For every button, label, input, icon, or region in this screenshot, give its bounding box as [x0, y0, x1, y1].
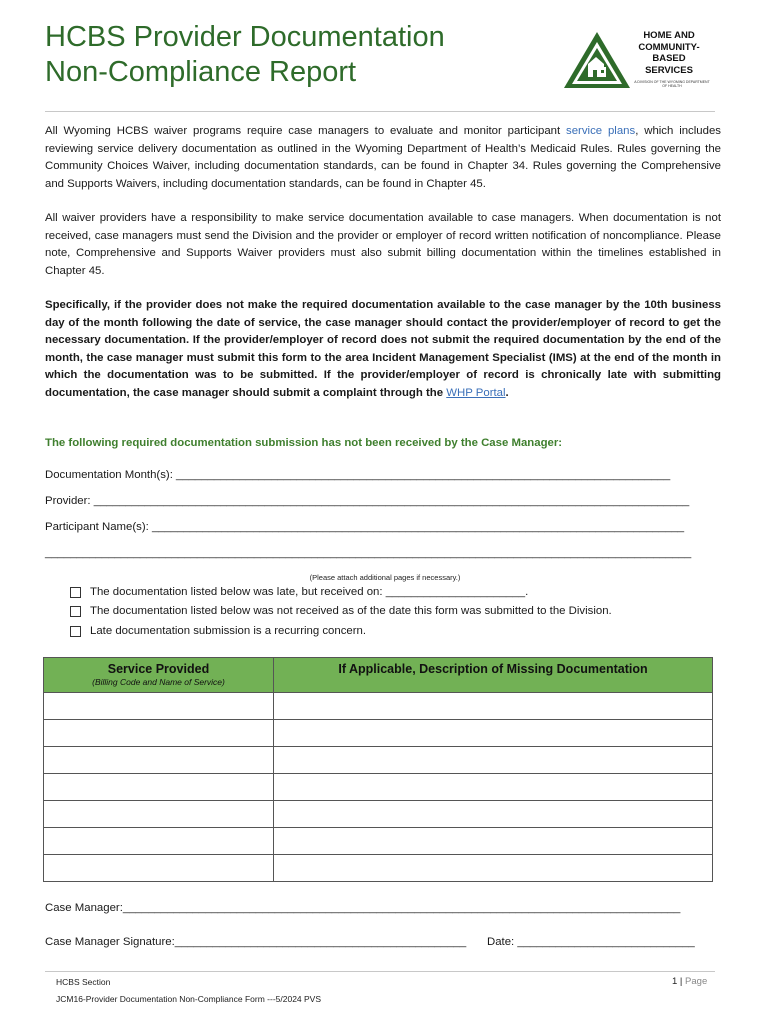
logo-wordmark: HOME AND COMMUNITY- BASED SERVICES — [638, 30, 700, 76]
logo-subtext: A DIVISION OF THE WYOMING DEPARTMENT OF HEALTH — [634, 80, 710, 88]
footer-divider — [45, 971, 715, 972]
documentation-months-field[interactable]: Documentation Month(s): ______________________________________________________________________________ — [45, 469, 671, 481]
responsibility-paragraph: All waiver providers have a responsibility to make service documentation available to case managers. When documentation is not received, case managers must send the Division and the provider or employer of record written notification of noncompliance. Please note, Comprehensive and Supports Waiver providers must also submit billing documentation within the timelines established in Chapter 45. — [45, 212, 721, 277]
title-line-2: Non-Compliance Report — [45, 56, 357, 88]
hcbs-logo — [562, 30, 710, 92]
page-title — [45, 20, 445, 90]
late-received-label: The documentation listed below was late, but received on: ______________________. — [90, 586, 529, 598]
title-line-1: HCBS Provider Documentation — [45, 21, 445, 53]
checkbox-row-late — [70, 586, 528, 598]
section-heading: The following required documentation submission has not been received by the Case Manager: — [45, 437, 563, 449]
specific-paragraph: Specifically, if the provider does not make the required documentation available to the case manager by the 10th business day of the month following the date of service, the case manager should contact the provider/employer of record to get the necessary documentation. If the provider/employer of record does not submit the required documentation by the end of the month, the case manager must submit this form to the area Incident Management Specialist (IMS) at the end of the month in which the documentation was to be submitted. If the provider/employer of record is chronically late with submitting documentation, the case manager should submit a complaint through the WHP Portal. — [45, 299, 721, 399]
participant-names-field[interactable]: Participant Name(s): ____________________________________________________________________________________ — [45, 521, 685, 533]
service-cell[interactable] — [44, 774, 274, 801]
provider-field[interactable]: Provider: ______________________________________________________________________________________________ — [45, 495, 690, 507]
table-row — [44, 720, 713, 747]
missing-documentation-table — [43, 657, 713, 882]
recurring-concern-checkbox[interactable] — [70, 626, 81, 637]
service-cell[interactable] — [44, 855, 274, 882]
description-cell[interactable] — [274, 801, 713, 828]
description-cell[interactable] — [274, 855, 713, 882]
header-divider — [45, 111, 715, 112]
not-received-checkbox[interactable] — [70, 606, 81, 617]
missing-description-header: If Applicable, Description of Missing Documentation — [274, 658, 713, 693]
checkbox-row-recurring — [70, 625, 366, 637]
not-received-label: The documentation listed below was not received as of the date this form was submitted to the Division. — [90, 605, 612, 617]
description-cell[interactable] — [274, 828, 713, 855]
service-plans-link[interactable]: service plans — [566, 125, 636, 137]
table-row — [44, 693, 713, 720]
recurring-concern-label: Late documentation submission is a recurring concern. — [90, 625, 367, 637]
service-cell[interactable] — [44, 801, 274, 828]
house-triangle-icon — [562, 30, 632, 92]
whp-portal-link[interactable]: WHP Portal — [446, 386, 506, 399]
footer-section: HCBS Section — [56, 977, 111, 987]
description-cell[interactable] — [274, 774, 713, 801]
participant-names-continued-field[interactable]: ______________________________________________________________________________________________________ — [45, 547, 692, 559]
table-row — [44, 855, 713, 882]
table-header-row — [44, 658, 713, 693]
footer-form-id: JCM16-Provider Documentation Non-Compliance Form ---5/2024 PVS — [56, 994, 322, 1004]
table-row — [44, 774, 713, 801]
intro-paragraph: All Wyoming HCBS waiver programs require case managers to evaluate and monitor participant service plans, which includes reviewing service delivery documentation as outlined in the Wyoming Department of Health’s Medicaid Rules. Rules governing the Community Choices Waiver, including documentation standards, can be found in Chapter 34. Rules governing the Comprehensive and Supports Waivers, including documentation standards, can be found in Chapter 45. — [45, 125, 721, 190]
page-number: 1 | Page — [672, 976, 708, 987]
table-row — [44, 747, 713, 774]
service-cell[interactable] — [44, 720, 274, 747]
attach-pages-note: (Please attach additional pages if necessary.) — [309, 573, 461, 582]
service-cell[interactable] — [44, 747, 274, 774]
date-field[interactable]: Date: ____________________________ — [487, 936, 695, 948]
service-cell[interactable] — [44, 693, 274, 720]
description-cell[interactable] — [274, 720, 713, 747]
service-provided-header: Service Provided (Billing Code and Name of Service) — [44, 658, 274, 693]
service-cell[interactable] — [44, 828, 274, 855]
table-row — [44, 801, 713, 828]
description-cell[interactable] — [274, 747, 713, 774]
case-manager-field[interactable]: Case Manager:________________________________________________________________________________________ — [45, 902, 681, 914]
table-row — [44, 828, 713, 855]
late-received-checkbox[interactable] — [70, 587, 81, 598]
checkbox-row-not-received — [70, 605, 612, 617]
description-cell[interactable] — [274, 693, 713, 720]
case-manager-signature-field[interactable]: Case Manager Signature:______________________________________________ — [45, 936, 467, 948]
